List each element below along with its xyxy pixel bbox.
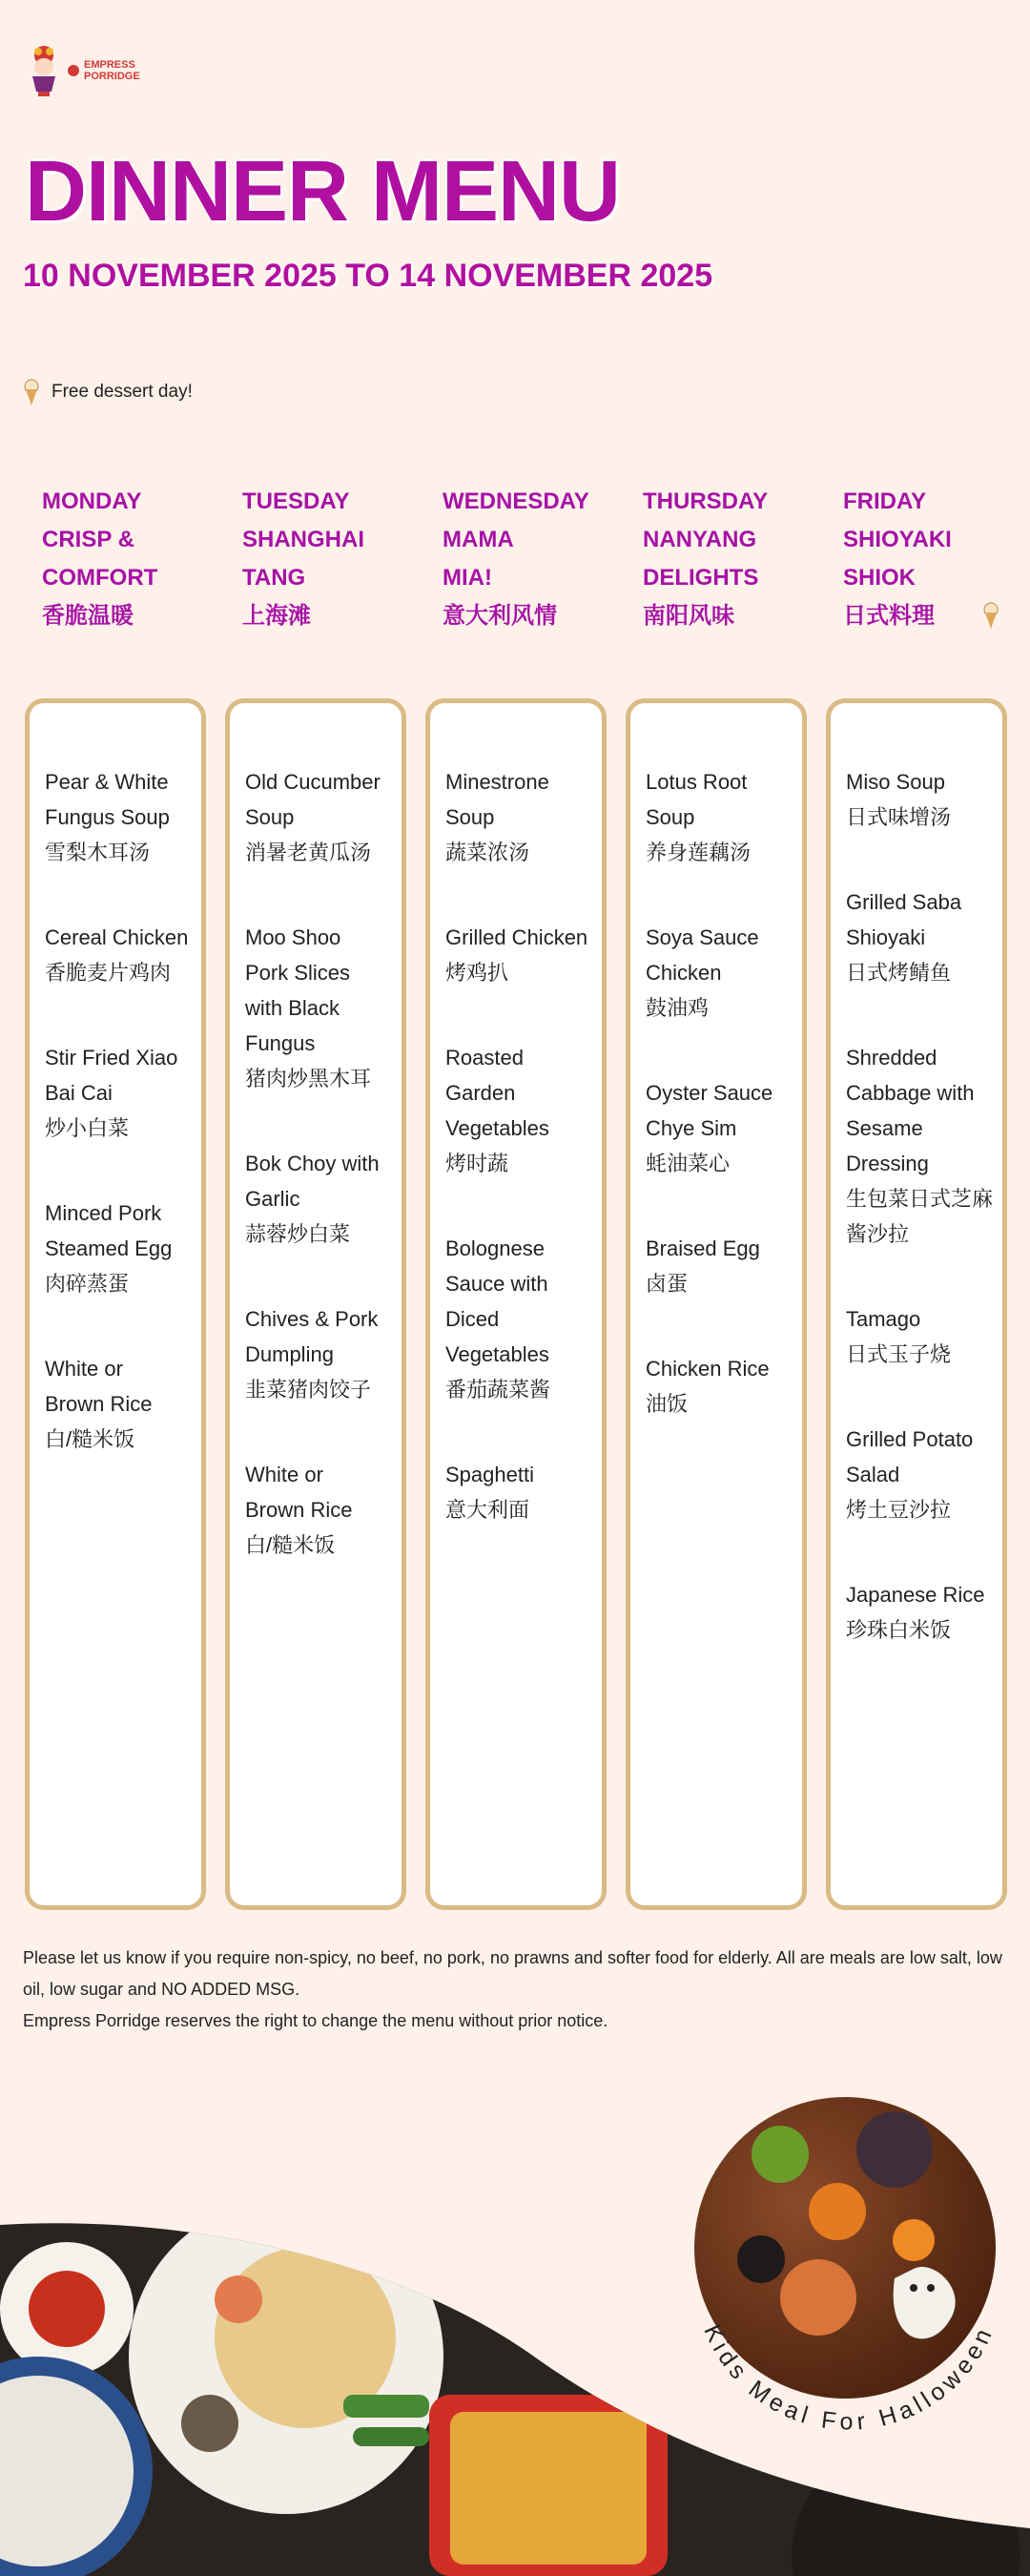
day-theme-line: MAMA <box>443 527 514 552</box>
menu-column-monday <box>25 698 206 1910</box>
day-header-tuesday <box>242 483 423 635</box>
day-theme-line: MIA! <box>443 565 492 591</box>
date-range: 10 NOVEMBER 2025 TO 14 NOVEMBER 2025 <box>23 258 713 294</box>
menu-item: Grilled Chicken 烤鸡扒 <box>445 925 588 985</box>
menu-item: Pear & White Fungus Soup 雪梨木耳汤 <box>45 770 170 864</box>
kids-meal-caption <box>668 2070 1030 2452</box>
day-header-wednesday <box>443 483 624 635</box>
brand-line-1: EMPRESS <box>84 59 135 71</box>
day-name: THURSDAY <box>643 488 769 514</box>
page-title: DINNER MENU <box>25 144 621 239</box>
day-theme-line: TANG <box>242 565 306 591</box>
dessert-note-text: Free dessert day! <box>52 382 193 402</box>
menu-item: White or Brown Rice 白/糙米饭 <box>45 1357 153 1451</box>
day-header-thursday <box>643 483 824 635</box>
day-theme-chinese: 意大利风情 <box>443 603 557 629</box>
svg-text:Kids Meal For Halloween <box>698 2320 999 2435</box>
menu-item: White or Brown Rice 白/糙米饭 <box>245 1463 353 1557</box>
menu-column-thursday <box>626 698 807 1910</box>
day-name: WEDNESDAY <box>443 488 589 514</box>
menu-item: Shredded Cabbage with Sesame Dressing 生包菜日式芝麻酱沙拉 <box>846 1046 994 1246</box>
day-theme-line: SHANGHAI <box>242 527 365 552</box>
dietary-note-line: Please let us know if you require non-spicy, no beef, no pork, no prawns and softer food for elderly. All are meals are low salt, low oil, low sugar and NO ADDED MSG. <box>23 1948 1002 1999</box>
menu-item: Miso Soup 日式味增汤 <box>846 770 952 829</box>
dietary-note <box>23 1942 1005 2037</box>
menu-item: Cereal Chicken 香脆麦片鸡肉 <box>45 925 189 985</box>
menu-item: Stir Fried Xiao Bai Cai 炒小白菜 <box>45 1046 178 1140</box>
menu-item: Minced Pork Steamed Egg 肉碎蒸蛋 <box>45 1201 173 1296</box>
menu-column-wednesday <box>425 698 607 1910</box>
day-theme-line: COMFORT <box>42 565 158 591</box>
seal-icon <box>67 64 80 77</box>
empress-logo-icon <box>25 42 63 99</box>
menu-item: Chives & Pork Dumpling 韭菜猪肉饺子 <box>245 1307 379 1402</box>
menu-item: Moo Shoo Pork Slices with Black Fungus 猪肉炒黑木耳 <box>245 925 372 1091</box>
brand-logo <box>25 42 140 99</box>
day-theme-line: SHIOK <box>843 565 917 591</box>
menu-column-friday <box>826 698 1007 1910</box>
day-header-monday <box>42 483 223 635</box>
day-theme-line: CRISP & <box>42 527 134 552</box>
ice-cream-icon <box>982 601 999 630</box>
day-theme-line: SHIOYAKI <box>843 527 952 552</box>
menu-item: Spaghetti 意大利面 <box>445 1463 534 1522</box>
menu-item: Bolognese Sauce with Diced Vegetables 番茄蔬菜酱 <box>445 1236 551 1402</box>
menu-item: Grilled Potato Salad 烤土豆沙拉 <box>846 1427 974 1522</box>
menu-item: Tamago 日式玉子烧 <box>846 1307 952 1366</box>
day-theme-chinese: 日式料理 <box>843 603 935 629</box>
ice-cream-icon <box>23 378 40 406</box>
disclaimer-line: Empress Porridge reserves the right to change the menu without prior notice. <box>23 2011 608 2030</box>
menu-item: Old Cucumber Soup 消暑老黄瓜汤 <box>245 770 381 864</box>
menu-item: Chicken Rice 油饭 <box>646 1357 770 1416</box>
menu-item: Minestrone Soup 蔬菜浓汤 <box>445 770 549 864</box>
menu-item: Grilled Saba Shioyaki 日式烤鲭鱼 <box>846 890 962 985</box>
menu-column-tuesday <box>225 698 406 1910</box>
day-name: TUESDAY <box>242 488 350 514</box>
dessert-note <box>23 378 193 406</box>
brand-line-2: PORRIDGE <box>84 71 140 82</box>
day-name: MONDAY <box>42 488 142 514</box>
day-theme-line: DELIGHTS <box>643 565 759 591</box>
day-theme-chinese: 香脆温暖 <box>42 603 134 629</box>
menu-item: Soya Sauce Chicken 鼓油鸡 <box>646 925 759 1020</box>
brand-name <box>84 59 140 82</box>
menu-item: Oyster Sauce Chye Sim 蚝油菜心 <box>646 1081 773 1175</box>
kids-meal-caption-text: Kids Meal For Halloween <box>698 2320 999 2436</box>
menu-item: Bok Choy with Garlic 蒜蓉炒白菜 <box>245 1152 380 1246</box>
menu-item: Braised Egg 卤蛋 <box>646 1236 760 1296</box>
menu-item: Roasted Garden Vegetables 烤时蔬 <box>445 1046 549 1175</box>
day-theme-chinese: 上海滩 <box>242 603 311 629</box>
day-theme-chinese: 南阳风味 <box>643 603 734 629</box>
menu-item: Lotus Root Soup 养身莲藕汤 <box>646 770 752 864</box>
menu-item: Japanese Rice 珍珠白米饭 <box>846 1583 985 1642</box>
day-theme-line: NANYANG <box>643 527 757 552</box>
day-name: FRIDAY <box>843 488 927 514</box>
